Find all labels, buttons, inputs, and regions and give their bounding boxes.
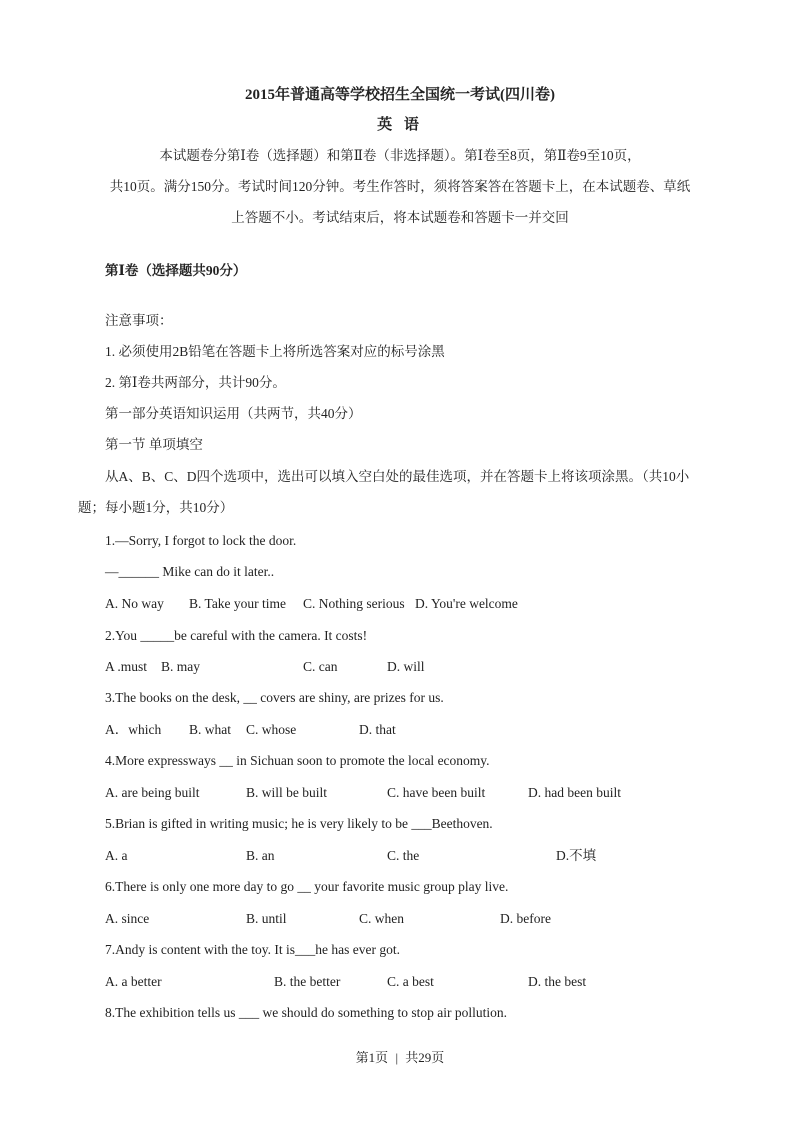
q2-option-a: A .must [105, 659, 148, 674]
q2-option-b: B. may [161, 659, 200, 674]
q7-option-a: A. a better [105, 974, 162, 989]
question-7-stem: 7.Andy is content with the toy. It is___he has ever got. [105, 942, 400, 957]
page-number: 第1页 [355, 1050, 389, 1065]
q1-option-c: C. Nothing serious [303, 596, 405, 611]
question-3-stem: 3.The books on the desk, __ covers are shiny, are prizes for us. [105, 690, 444, 705]
exam-title: 2015年普通高等学校招生全国统一考试(四川卷) [245, 87, 555, 103]
intro-line-1: 本试题卷分第Ⅰ卷（选择题）和第Ⅱ卷（非选择题）。第Ⅰ卷至8页，第Ⅱ卷9至10页， [159, 148, 641, 163]
subsection-heading: 第一节 单项填空 [105, 437, 203, 452]
q7-option-d: D. the best [528, 974, 587, 989]
q6-option-a: A. since [105, 911, 150, 926]
q1-option-b: B. Take your time [189, 596, 287, 611]
section-heading: 第Ⅰ卷（选择题共90分） [105, 263, 247, 278]
q3-option-c: C. whose [246, 722, 297, 737]
note-2: 2. 第Ⅰ卷共两部分，共计90分。 [105, 375, 286, 390]
q7-option-c: C. a best [387, 974, 434, 989]
question-2-stem: 2.You _____be careful with the camera. It costs! [105, 628, 368, 643]
question-1-stem: 1.—Sorry, I forgot to lock the door. [105, 533, 297, 548]
question-4-stem: 4.More expressways __ in Sichuan soon to promote the local economy. [105, 753, 490, 768]
q3-option-d: D. that [359, 722, 396, 737]
total-pages: 共29页 [405, 1050, 445, 1065]
question-8-stem: 8.The exhibition tells us ___ we should do something to stop air pollution. [105, 1005, 507, 1020]
q5-option-c: C. the [387, 848, 420, 863]
question-5-stem: 5.Brian is gifted in writing music; he is very likely to be ___Beethoven. [105, 816, 493, 831]
instruction-line-1: 从A、B、C、D四个选项中，选出可以填入空白处的最佳选项，并在答题卡上将该项涂黑。（共10小 [105, 469, 690, 484]
q6-option-d: D. before [500, 911, 551, 926]
q4-option-a: A. are being built [105, 785, 200, 800]
q4-option-c: C. have been built [387, 785, 486, 800]
intro-line-3: 上答题不小。考试结束后，将本试题卷和答题卡一并交回 [231, 210, 569, 225]
q5-option-a: A. a [105, 848, 128, 863]
q2-option-d: D. will [387, 659, 425, 674]
footer-separator: | [395, 1050, 399, 1065]
q3-option-a: A．which [105, 722, 162, 737]
q6-option-b: B. until [246, 911, 287, 926]
q5-option-d: D.不填 [556, 848, 597, 863]
q4-option-d: D. had been built [528, 785, 621, 800]
q4-option-b: B. will be built [246, 785, 327, 800]
question-6-stem: 6.There is only one more day to go __ your favorite music group play live. [105, 879, 509, 894]
intro-line-2: 共10页。满分150分。考试时间120分钟。考生作答时，须将答案答在答题卡上，在本试题卷、草纸 [109, 179, 691, 194]
note-1: 1. 必须使用2B铅笔在答题卡上将所选答案对应的标号涂黑 [105, 344, 445, 359]
question-1-stem-2: —______ Mike can do it later.. [105, 564, 275, 579]
subject-title: 英 语 [377, 117, 423, 133]
q3-option-b: B. what [189, 722, 231, 737]
q5-option-b: B. an [246, 848, 275, 863]
instruction-line-2: 题；每小题1分，共10分） [78, 500, 234, 515]
part-1-heading: 第一部分英语知识运用（共两节，共40分） [105, 406, 362, 421]
page-footer [0, 1049, 800, 1067]
q7-option-b: B. the better [274, 974, 341, 989]
q1-option-a: A. No way [105, 596, 164, 611]
notes-title: 注意事项： [105, 313, 173, 328]
q6-option-c: C. when [359, 911, 404, 926]
q2-option-c: C. can [303, 659, 338, 674]
q1-option-d: D. You're welcome [415, 596, 518, 611]
